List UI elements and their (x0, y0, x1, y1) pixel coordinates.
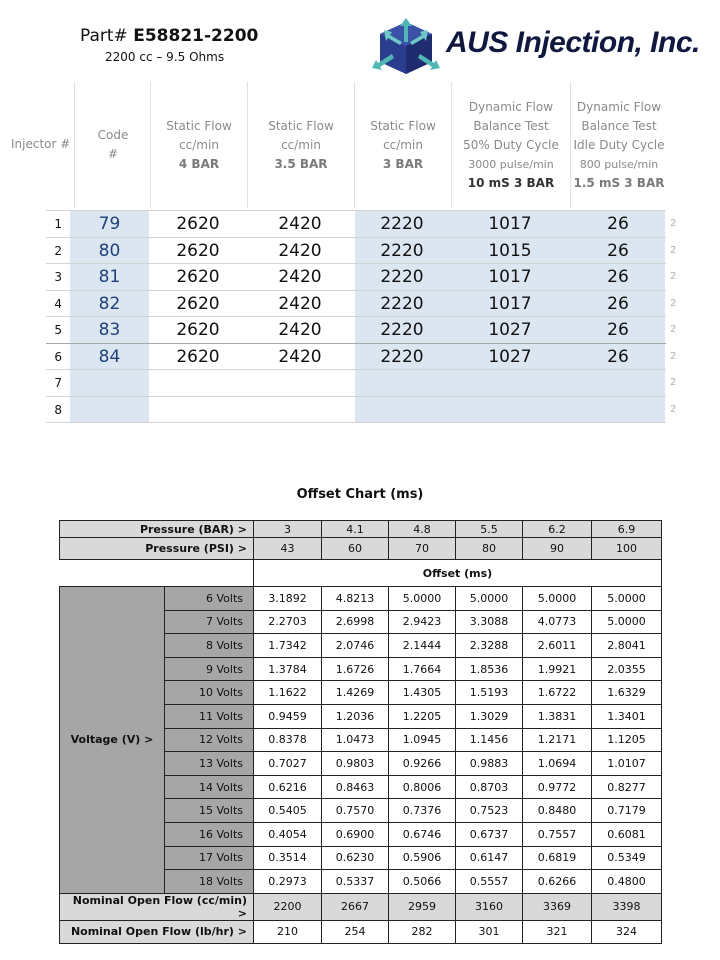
nominal-lb-label: Nominal Open Flow (lb/hr) > (60, 920, 254, 943)
offset-value: 1.3029 (456, 704, 523, 728)
pressure-psi-value: 80 (456, 538, 523, 560)
flow-35bar-cell (247, 397, 353, 423)
offset-value: 0.8277 (592, 775, 662, 799)
dynamic-flow-cell: 1017 (488, 294, 532, 314)
part-prefix: Part# (80, 26, 134, 46)
code-cell: 81 (98, 267, 121, 287)
offset-value: 1.0694 (523, 752, 592, 776)
voltage-value: 14 Volts (165, 775, 254, 799)
offset-value: 0.6819 (523, 846, 592, 870)
flow-35bar-cell: 2420 (278, 214, 322, 234)
code-cell: 84 (98, 347, 121, 367)
pressure-bar-value: 6.2 (523, 521, 592, 538)
injector-index: 2 (54, 244, 62, 258)
offset-value: 0.8006 (389, 775, 456, 799)
voltage-value: 9 Volts (165, 657, 254, 681)
offset-value: 0.7523 (456, 799, 523, 823)
offset-value: 0.6230 (322, 846, 389, 870)
nominal-cc-value: 3398 (592, 893, 662, 920)
idle-flow-cell: 26 (607, 294, 629, 314)
offset-value: 5.0000 (456, 587, 523, 611)
header-dynamic-50: Dynamic Flow Balance Test 50% Duty Cycle 3000 pulse/min 10 mS 3 BAR (451, 82, 570, 208)
truncated-cell: 2 (670, 245, 677, 256)
dynamic-flow-cell: 1027 (488, 320, 532, 340)
pressure-psi-label: Pressure (PSI) > (60, 538, 254, 560)
flow-4bar-cell: 2620 (176, 214, 220, 234)
offset-value: 0.8378 (254, 728, 322, 752)
pressure-bar-value: 4.8 (389, 521, 456, 538)
offset-value: 2.6998 (322, 610, 389, 634)
offset-value: 1.9921 (523, 657, 592, 681)
offset-value: 0.6147 (456, 846, 523, 870)
offset-value: 1.3784 (254, 657, 322, 681)
offset-value: 4.0773 (523, 610, 592, 634)
flow-4bar-cell: 2620 (176, 241, 220, 261)
flow-35bar-cell: 2420 (278, 267, 322, 287)
offset-value: 2.6011 (523, 634, 592, 658)
dynamic-flow-cell: 1015 (488, 241, 532, 261)
brand-logo (370, 16, 700, 78)
code-cell: 79 (98, 214, 121, 234)
flow-4bar-cell: 2620 (176, 320, 220, 340)
offset-value: 0.6737 (456, 822, 523, 846)
offset-value: 0.9266 (389, 752, 456, 776)
code-cell: 80 (98, 241, 121, 261)
offset-value: 2.2703 (254, 610, 322, 634)
offset-value: 0.4054 (254, 822, 322, 846)
flow-3bar-cell: 2220 (380, 347, 424, 367)
offset-value: 2.3288 (456, 634, 523, 658)
offset-value: 0.5066 (389, 870, 456, 894)
pressure-psi-value: 60 (322, 538, 389, 560)
offset-value: 1.0473 (322, 728, 389, 752)
offset-value: 1.1622 (254, 681, 322, 705)
nominal-lb-value: 321 (523, 920, 592, 943)
logo-cube-icon (370, 16, 442, 78)
voltage-value: 7 Volts (165, 610, 254, 634)
pressure-bar-row (60, 521, 662, 538)
code-cell: 83 (98, 320, 121, 340)
offset-value: 0.6900 (322, 822, 389, 846)
nominal-cc-value: 2200 (254, 893, 322, 920)
flow-3bar-cell: 2220 (380, 241, 424, 261)
offset-value: 2.8041 (592, 634, 662, 658)
nominal-cc-value: 2667 (322, 893, 389, 920)
injector-index: 3 (54, 270, 62, 284)
offset-value: 1.7342 (254, 634, 322, 658)
truncated-cell: 2 (670, 377, 677, 388)
offset-value: 1.8536 (456, 657, 523, 681)
offset-value: 2.1444 (389, 634, 456, 658)
offset-value: 0.7179 (592, 799, 662, 823)
offset-value: 0.8703 (456, 775, 523, 799)
pressure-psi-value: 90 (523, 538, 592, 560)
flow-4bar-cell: 2620 (176, 267, 220, 287)
voltage-value: 15 Volts (165, 799, 254, 823)
dynamic-flow-cell: 1017 (488, 267, 532, 287)
nominal-lb-value: 324 (592, 920, 662, 943)
offset-value: 5.0000 (523, 587, 592, 611)
offset-value: 1.3401 (592, 704, 662, 728)
nominal-cc-value: 3160 (456, 893, 523, 920)
injector-index: 4 (54, 297, 62, 311)
offset-value: 5.0000 (389, 587, 456, 611)
flow-35bar-cell: 2420 (278, 320, 322, 340)
offset-units-label: Offset (ms) (254, 560, 662, 587)
offset-value: 0.7570 (322, 799, 389, 823)
offset-row (60, 587, 662, 611)
dynamic-flow-cell: 1017 (488, 214, 532, 234)
offset-value: 1.4305 (389, 681, 456, 705)
offset-value: 0.2973 (254, 870, 322, 894)
nominal-cc-value: 3369 (523, 893, 592, 920)
flow-3bar-cell: 2220 (380, 214, 424, 234)
offset-value: 0.9803 (322, 752, 389, 776)
idle-flow-cell: 26 (607, 320, 629, 340)
nominal-lb-value: 282 (389, 920, 456, 943)
pressure-psi-value: 43 (254, 538, 322, 560)
injector-index: 6 (54, 350, 62, 364)
offset-value: 1.4269 (322, 681, 389, 705)
flow-3bar-cell (354, 370, 450, 396)
offset-value: 0.9459 (254, 704, 322, 728)
offset-value: 0.4800 (592, 870, 662, 894)
injector-column-label: Injector # (11, 137, 71, 151)
code-cell: 82 (98, 294, 121, 314)
offset-value: 1.0107 (592, 752, 662, 776)
idle-flow-cell (570, 370, 666, 396)
voltage-value: 8 Volts (165, 634, 254, 658)
truncated-cell: 2 (670, 218, 677, 229)
voltage-value: 18 Volts (165, 870, 254, 894)
flow-4bar-cell: 2620 (176, 294, 220, 314)
truncated-cell: 2 (670, 351, 677, 362)
nominal-cc-label: Nominal Open Flow (cc/min) > (60, 893, 254, 920)
voltage-value: 6 Volts (165, 587, 254, 611)
offset-value: 1.2205 (389, 704, 456, 728)
part-subtitle: 2200 cc – 9.5 Ohms (105, 50, 225, 64)
offset-value: 0.5557 (456, 870, 523, 894)
offset-value: 0.6266 (523, 870, 592, 894)
nominal-lb-value: 210 (254, 920, 322, 943)
offset-value: 1.6722 (523, 681, 592, 705)
pressure-bar-value: 4.1 (322, 521, 389, 538)
offset-subheader-row (60, 560, 662, 587)
voltage-value: 17 Volts (165, 846, 254, 870)
offset-value: 1.6726 (322, 657, 389, 681)
flow-3bar-cell: 2220 (380, 320, 424, 340)
nominal-cc-value: 2959 (389, 893, 456, 920)
injector-index: 5 (54, 323, 62, 337)
pressure-psi-value: 100 (592, 538, 662, 560)
dynamic-flow-cell: 1027 (488, 347, 532, 367)
header-static-35bar: Static Flow cc/min 3.5 BAR (247, 82, 354, 208)
voltage-value: 10 Volts (165, 681, 254, 705)
offset-value: 1.6329 (592, 681, 662, 705)
offset-value: 1.1456 (456, 728, 523, 752)
header-dynamic-idle: Dynamic Flow Balance Test Idle Duty Cycle 800 pulse/min 1.5 mS 3 BAR (570, 82, 667, 208)
truncated-cell: 2 (670, 324, 677, 335)
offset-value: 4.8213 (322, 587, 389, 611)
offset-value: 1.0945 (389, 728, 456, 752)
injector-index: 1 (54, 217, 62, 231)
offset-chart-title: Offset Chart (ms) (296, 487, 424, 502)
part-number: E58821-2200 (133, 26, 259, 46)
offset-value: 0.6746 (389, 822, 456, 846)
injector-index: 8 (54, 403, 62, 417)
offset-value: 5.0000 (592, 610, 662, 634)
offset-value: 0.6216 (254, 775, 322, 799)
offset-value: 0.9883 (456, 752, 523, 776)
idle-flow-cell: 26 (607, 241, 629, 261)
dynamic-flow-cell (451, 370, 569, 396)
flow-35bar-cell: 2420 (278, 294, 322, 314)
offset-value: 2.0746 (322, 634, 389, 658)
offset-value: 1.3831 (523, 704, 592, 728)
offset-value: 0.5349 (592, 846, 662, 870)
flow-3bar-cell: 2220 (380, 294, 424, 314)
flow-35bar-cell: 2420 (278, 347, 322, 367)
offset-value: 2.0355 (592, 657, 662, 681)
truncated-cell: 2 (670, 404, 677, 415)
flow-35bar-cell: 2420 (278, 241, 322, 261)
brand-name: AUS Injection, Inc. (446, 26, 700, 59)
voltage-value: 11 Volts (165, 704, 254, 728)
offset-value: 5.0000 (592, 587, 662, 611)
pressure-psi-row (60, 538, 662, 560)
idle-flow-cell: 26 (607, 347, 629, 367)
flow-4bar-cell (150, 370, 246, 396)
offset-value: 0.8463 (322, 775, 389, 799)
offset-value: 1.1205 (592, 728, 662, 752)
pressure-bar-label: Pressure (BAR) > (60, 521, 254, 538)
flow-3bar-cell (354, 397, 450, 423)
idle-flow-cell (570, 397, 666, 423)
truncated-cell: 2 (670, 271, 677, 282)
nominal-lb-value: 254 (322, 920, 389, 943)
code-cell (70, 370, 149, 396)
voltage-value: 16 Volts (165, 822, 254, 846)
offset-value: 0.7027 (254, 752, 322, 776)
offset-value: 0.6081 (592, 822, 662, 846)
flow-3bar-cell: 2220 (380, 267, 424, 287)
nominal-lb-row (60, 920, 662, 943)
pressure-bar-value: 6.9 (592, 521, 662, 538)
offset-value: 3.1892 (254, 587, 322, 611)
offset-value: 0.5906 (389, 846, 456, 870)
voltage-value: 13 Volts (165, 752, 254, 776)
flow-4bar-cell (150, 397, 246, 423)
nominal-cc-row (60, 893, 662, 920)
voltage-value: 12 Volts (165, 728, 254, 752)
offset-value: 1.5193 (456, 681, 523, 705)
pressure-psi-value: 70 (389, 538, 456, 560)
flow-4bar-cell: 2620 (176, 347, 220, 367)
offset-value: 1.2036 (322, 704, 389, 728)
offset-value: 0.7557 (523, 822, 592, 846)
voltage-label: Voltage (V) > (60, 587, 165, 894)
flow-35bar-cell (247, 370, 353, 396)
offset-value: 0.7376 (389, 799, 456, 823)
pressure-bar-value: 5.5 (456, 521, 523, 538)
offset-value: 0.8480 (523, 799, 592, 823)
dynamic-flow-cell (451, 397, 569, 423)
header-static-3bar: Static Flow cc/min 3 BAR (354, 82, 451, 208)
offset-value: 1.2171 (523, 728, 592, 752)
blank-cell (60, 560, 254, 587)
offset-chart-table (59, 520, 662, 944)
truncated-cell: 2 (670, 298, 677, 309)
part-number-line (80, 26, 258, 46)
code-cell (70, 397, 149, 423)
header-static-4bar: Static Flow cc/min 4 BAR (150, 82, 247, 208)
nominal-lb-value: 301 (456, 920, 523, 943)
pressure-bar-value: 3 (254, 521, 322, 538)
offset-value: 0.3514 (254, 846, 322, 870)
offset-value: 0.5337 (322, 870, 389, 894)
offset-value: 3.3088 (456, 610, 523, 634)
offset-value: 0.5405 (254, 799, 322, 823)
header-code: Code # (74, 82, 151, 208)
offset-value: 0.9772 (523, 775, 592, 799)
idle-flow-cell: 26 (607, 267, 629, 287)
injector-index: 7 (54, 376, 62, 390)
idle-flow-cell: 26 (607, 214, 629, 234)
offset-value: 2.9423 (389, 610, 456, 634)
offset-value: 1.7664 (389, 657, 456, 681)
